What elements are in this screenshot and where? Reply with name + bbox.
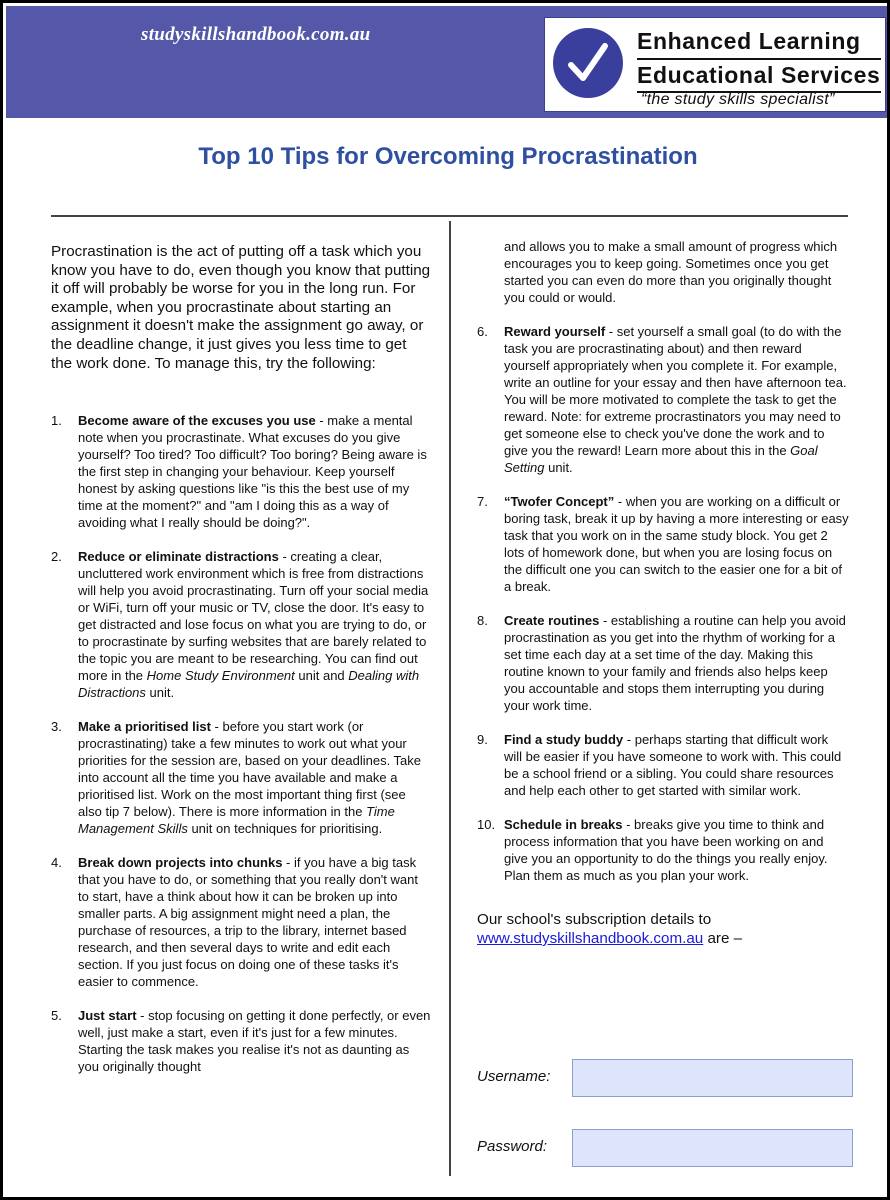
tip-body: - perhaps starting that difficult work will be easier if you have someone to work with. This could be a school friend or a sibling. You could share resources and help each other to get started with similar work.	[504, 732, 842, 798]
tip-heading: Reduce or eliminate distractions	[78, 549, 279, 565]
tip-item	[51, 718, 431, 837]
logo-line2: Educational Services	[637, 62, 881, 88]
column-divider	[449, 221, 451, 1176]
unit-reference: Goal Setting	[504, 443, 818, 475]
tip-body: - set yourself a small goal (to do with the task you are procrastinating about) and then reward yourself appropriately when you complete it. For example, write an outline for your essay and then have afternoon tea. You will be more motivated to complete the task to get the reward. Note: for extreme procrastinators you may need to get someone else to check you've done the work and to give you the reward! Learn more about this in the	[504, 324, 847, 458]
subscription-line1: Our school's subscription details to	[477, 911, 712, 928]
tip-heading: Break down projects into chunks	[78, 855, 283, 871]
tip-item	[477, 731, 849, 799]
tip-body: unit and	[294, 668, 349, 684]
tip-heading: Find a study buddy	[504, 732, 624, 747]
tip-number: 5.	[51, 1008, 62, 1024]
tip-item	[51, 412, 431, 531]
tip-item	[51, 854, 431, 990]
tip-heading: Create routines	[504, 613, 600, 628]
tip-heading: Make a prioritised list	[78, 719, 211, 735]
tip-body: - creating a clear, uncluttered work environment which is free from distractions will help you avoid procrastinating. Turn off your social media or WiFi, turn off your music or TV, close the door. It's easy to get distracted and lose focus on what you are trying to do, or to procrastinate by surfing websites that are barely related to the topic you are meant to be researching. You can find out more in the	[78, 549, 429, 684]
tip-item	[51, 548, 431, 701]
tip-body: - when you are working on a difficult or boring task, break it up by having a more interesting or easy task that you work on in the same study block. You get 2 lots of homework done, but when you are losing focus on the difficult one you can switch to the easier one for a bit of a break.	[504, 494, 849, 594]
tip-number: 7.	[477, 494, 488, 509]
tip-item	[477, 493, 849, 595]
tip-item	[477, 816, 849, 884]
username-label: Username:	[477, 1068, 551, 1085]
right-column	[477, 238, 849, 948]
logo-rule	[637, 58, 881, 60]
unit-reference: Time Management Skills	[78, 804, 395, 837]
tip-continuation: and allows you to make a small amount of progress which encourages you to keep going. Sometimes once you get started you can even do more than you originally thought you could or would.	[504, 239, 838, 305]
tip-number: 8.	[477, 613, 488, 628]
tip-body: - if you have a big task that you have to do, or something that you really don't want to start, have a think about how it can be broken up into smaller parts. A big assignment might need a plan, the purchase of resources, a trip to the library, internet based research, and then several days to write and edit each section. If you just focus on doing one of these tasks it's easier to commence.	[78, 855, 418, 990]
header-band	[6, 6, 887, 118]
page-title: Top 10 Tips for Overcoming Procrastination	[198, 143, 698, 170]
tip-heading: Reward yourself	[504, 324, 606, 339]
subscription-link[interactable]: www.studyskillshandbook.com.au	[477, 930, 704, 947]
password-field[interactable]	[572, 1129, 853, 1167]
password-label: Password:	[477, 1138, 548, 1155]
tip-heading: Become aware of the excuses you use	[78, 413, 316, 429]
tip-body: - stop focusing on getting it done perfectly, or even well, just make a start, even if it's just for a few minutes. Starting the task makes you realise it's not as daunting as you originally thought	[78, 1008, 431, 1075]
tip-body: - establishing a routine can help you avoid procrastination as you get into the rhythm of working for a set time each day at a set time of the day. Making this routine known to your family and friends also helps keep you accountable and stops them interrupting you during your work time.	[504, 613, 846, 713]
tip-item	[477, 612, 849, 714]
tip-number: 9.	[477, 732, 488, 747]
password-row	[477, 1129, 855, 1167]
tip-item	[51, 1007, 431, 1075]
tip-body: - make a mental note when you procrastinate. What excuses do you give yourself? Too tired? Too difficult? Too boring? Being aware is the first step in changing your behaviour. Keep yourself honest by asking questions like "is this the best use of my time at the moment?" and "am I doing this as a way of avoiding what I really should be doing?".	[78, 413, 427, 531]
unit-reference: Home Study Environment	[146, 668, 295, 684]
tip-body: unit.	[544, 460, 573, 475]
logo-tagline: “the study skills specialist”	[641, 91, 835, 108]
logo	[544, 17, 886, 112]
site-url: studyskillshandbook.com.au	[141, 24, 371, 45]
title-divider	[51, 215, 848, 217]
tip-number: 10.	[477, 817, 496, 832]
tip-body: - breaks give you time to think and process information that you have been working on and give you an opportunity to do the things you really enjoy. Plan them as much as you plan your work.	[504, 817, 828, 883]
tip-number: 1.	[51, 413, 62, 429]
username-row	[477, 1059, 855, 1097]
logo-line1: Enhanced Learning	[637, 28, 861, 54]
tip-body: - before you start work (or procrastinating) take a few minutes to work out what your priorities for the session are, based on your deadlines. Take into account all the time you have available and make a prioritised list. Work on the most important thing first (see also tip 7 below). There is more information in the	[78, 719, 422, 820]
left-column	[51, 243, 431, 1092]
tip-heading: Just start	[78, 1008, 137, 1024]
tip-number: 3.	[51, 719, 62, 735]
tip-number: 6.	[477, 324, 488, 339]
subscription-suffix: are –	[703, 930, 743, 947]
tip-number: 4.	[51, 855, 62, 871]
tip-body: unit.	[145, 685, 175, 701]
username-field[interactable]	[572, 1059, 853, 1097]
tip-item	[477, 323, 849, 476]
tip-heading: “Twofer Concept”	[504, 494, 615, 509]
tip-body: unit on techniques for prioritising.	[187, 821, 383, 837]
tip-heading: Schedule in breaks	[504, 817, 623, 832]
checkmark-icon	[553, 28, 623, 98]
intro-paragraph: Procrastination is the act of putting off a task which you know you have to do, even though you know that putting it off will probably be worse for you in the long run. For example, when you procrastinate about starting an assignment it doesn't make the assignment go away, or the deadline change, it just gives you less time to get the work done. To manage this, try the following:	[51, 243, 431, 372]
unit-reference: Dealing with Distractions	[78, 668, 420, 701]
subscription-text	[477, 910, 849, 948]
tip-number: 2.	[51, 549, 62, 565]
